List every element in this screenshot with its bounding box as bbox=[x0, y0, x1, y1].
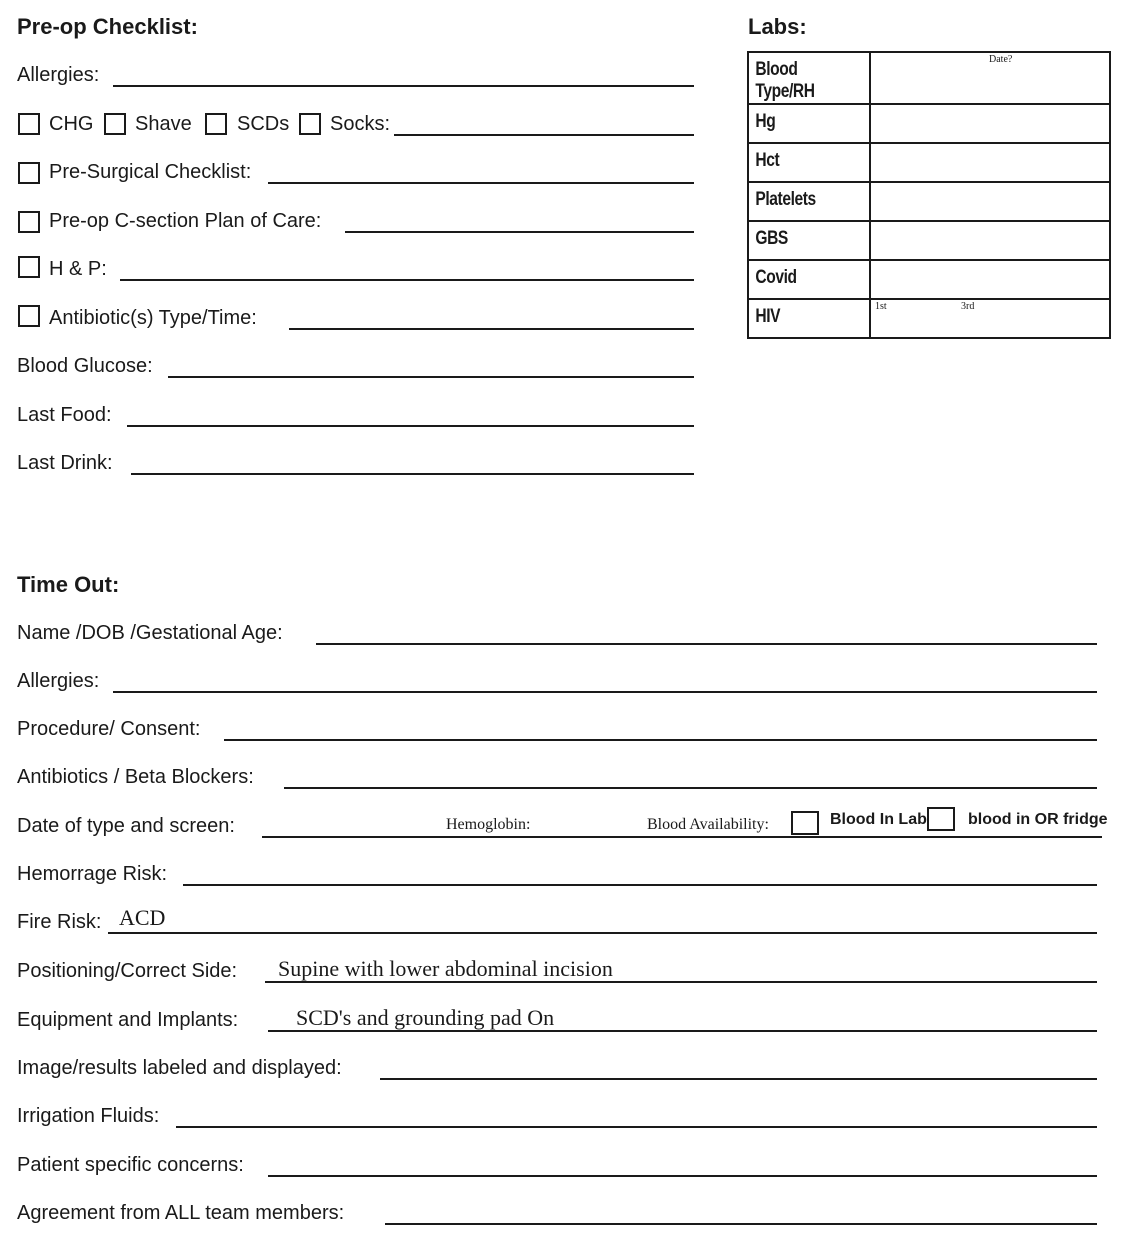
lab-name-cell: Blood Type/RH bbox=[748, 52, 848, 104]
csection-checkbox[interactable] bbox=[18, 211, 40, 233]
irrigation-field[interactable] bbox=[176, 1126, 1097, 1128]
positioning-value: Supine with lower abdominal incision bbox=[278, 956, 613, 981]
blood-in-lab-label: Blood In Lab bbox=[830, 811, 927, 828]
timeout-allergies-label: Allergies: bbox=[17, 670, 100, 692]
hp-checkbox[interactable] bbox=[18, 256, 40, 278]
lab-value-cell[interactable] bbox=[870, 221, 1110, 260]
glucose-field[interactable] bbox=[168, 376, 694, 378]
scds-label: SCDs bbox=[237, 113, 290, 135]
lab-name-cell: HIV bbox=[748, 299, 848, 338]
image-results-label: Image/results labeled and displayed: bbox=[17, 1057, 342, 1079]
blood-or-fridge-checkbox[interactable] bbox=[927, 807, 955, 831]
labs-heading: Labs: bbox=[748, 14, 807, 39]
lab-row bbox=[748, 52, 1110, 104]
lab-name-cell: Hg bbox=[748, 104, 848, 143]
labs-table bbox=[747, 51, 1111, 339]
hemoglobin-label: Hemoglobin: bbox=[446, 816, 531, 833]
lab-value-cell[interactable] bbox=[870, 299, 1110, 338]
lab-row bbox=[748, 143, 1110, 182]
shave-label: Shave bbox=[135, 113, 192, 135]
fire-risk-value: ACD bbox=[119, 905, 166, 930]
beta-blockers-label: Antibiotics / Beta Blockers: bbox=[17, 766, 254, 788]
name-dob-label: Name /DOB /Gestational Age: bbox=[17, 622, 283, 644]
presurgical-field[interactable] bbox=[268, 182, 694, 184]
socks-field[interactable] bbox=[394, 134, 694, 136]
timeout-allergies-field[interactable] bbox=[113, 691, 1097, 693]
preop-heading: Pre-op Checklist: bbox=[17, 14, 198, 39]
lab-row bbox=[748, 182, 1110, 221]
last-food-field[interactable] bbox=[127, 425, 694, 427]
concerns-field[interactable] bbox=[268, 1175, 1097, 1177]
type-screen-field[interactable] bbox=[262, 836, 1102, 838]
csection-label: Pre-op C-section Plan of Care: bbox=[49, 210, 322, 232]
hp-label: H & P: bbox=[49, 258, 107, 280]
agreement-label: Agreement from ALL team members: bbox=[17, 1202, 345, 1224]
lab-value-cell[interactable] bbox=[870, 143, 1110, 182]
lab-row bbox=[748, 299, 1110, 338]
blood-availability-label: Blood Availability: bbox=[647, 816, 769, 833]
lab-row bbox=[748, 104, 1110, 143]
lab-name-cell: Platelets bbox=[748, 182, 848, 221]
lab-name-cell: GBS bbox=[748, 221, 848, 260]
hemorrhage-label: Hemorrage Risk: bbox=[17, 863, 168, 885]
beta-blockers-field[interactable] bbox=[284, 787, 1097, 789]
agreement-field[interactable] bbox=[385, 1223, 1097, 1225]
lab-row bbox=[748, 221, 1110, 260]
last-drink-label: Last Drink: bbox=[17, 452, 113, 474]
antibiotics-label: Antibiotic(s) Type/Time: bbox=[49, 307, 257, 329]
chg-label: CHG bbox=[49, 113, 94, 135]
csection-field[interactable] bbox=[345, 231, 694, 233]
preop-allergies-label: Allergies: bbox=[17, 64, 100, 86]
procedure-label: Procedure/ Consent: bbox=[17, 718, 201, 740]
date-label: Date? bbox=[989, 54, 1013, 65]
lab-row bbox=[748, 260, 1110, 299]
blood-in-lab-checkbox[interactable] bbox=[791, 811, 819, 835]
scds-checkbox[interactable] bbox=[205, 113, 227, 135]
hiv-first-label: 1st bbox=[875, 301, 887, 312]
lab-value-cell[interactable] bbox=[870, 260, 1110, 299]
last-drink-field[interactable] bbox=[131, 473, 694, 475]
name-dob-field[interactable] bbox=[316, 643, 1097, 645]
equipment-value: SCD's and grounding pad On bbox=[296, 1005, 555, 1030]
equipment-label: Equipment and Implants: bbox=[17, 1009, 239, 1031]
type-screen-label: Date of type and screen: bbox=[17, 815, 235, 837]
irrigation-label: Irrigation Fluids: bbox=[17, 1105, 160, 1127]
lab-name-cell: Covid bbox=[748, 260, 848, 299]
antibiotics-field[interactable] bbox=[289, 328, 694, 330]
glucose-label: Blood Glucose: bbox=[17, 355, 153, 377]
hp-field[interactable] bbox=[120, 279, 694, 281]
fire-risk-field[interactable] bbox=[108, 932, 1097, 934]
presurgical-label: Pre-Surgical Checklist: bbox=[49, 161, 252, 183]
lab-name-cell: Hct bbox=[748, 143, 848, 182]
image-results-field[interactable] bbox=[380, 1078, 1097, 1080]
fire-risk-label: Fire Risk: bbox=[17, 911, 102, 933]
concerns-label: Patient specific concerns: bbox=[17, 1154, 244, 1176]
lab-value-cell[interactable] bbox=[870, 182, 1110, 221]
chg-checkbox[interactable] bbox=[18, 113, 40, 135]
antibiotics-checkbox[interactable] bbox=[18, 305, 40, 327]
lab-value-cell[interactable] bbox=[870, 104, 1110, 143]
timeout-heading: Time Out: bbox=[17, 572, 120, 597]
shave-checkbox[interactable] bbox=[104, 113, 126, 135]
presurgical-checkbox[interactable] bbox=[18, 162, 40, 184]
hemorrhage-field[interactable] bbox=[183, 884, 1097, 886]
preop-allergies-field[interactable] bbox=[113, 85, 694, 87]
blood-or-fridge-label: blood in OR fridge bbox=[968, 811, 1108, 828]
positioning-label: Positioning/Correct Side: bbox=[17, 960, 238, 982]
procedure-field[interactable] bbox=[224, 739, 1097, 741]
hiv-third-label: 3rd bbox=[961, 301, 975, 312]
socks-label: Socks: bbox=[330, 113, 391, 135]
socks-checkbox[interactable] bbox=[299, 113, 321, 135]
last-food-label: Last Food: bbox=[17, 404, 112, 426]
lab-value-cell[interactable] bbox=[870, 52, 1110, 104]
